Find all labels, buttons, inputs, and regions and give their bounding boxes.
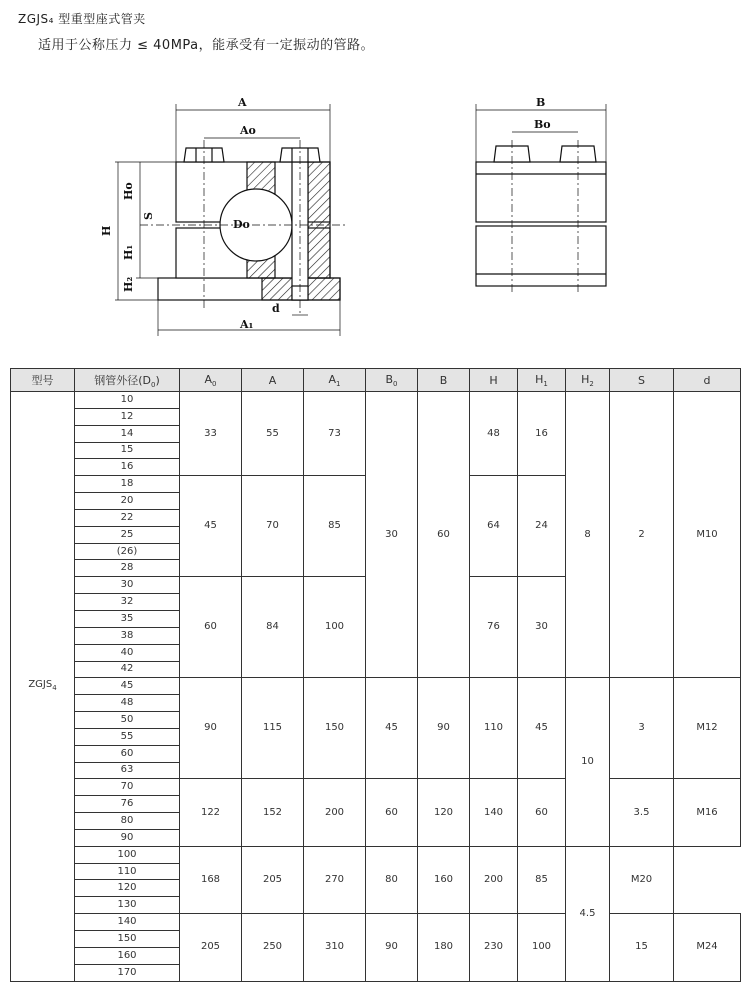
od-cell: 10 [75, 392, 180, 409]
od-cell: 45 [75, 678, 180, 695]
od-cell: 15 [75, 442, 180, 459]
a-cell: 115 [242, 678, 304, 779]
od-cell: 28 [75, 560, 180, 577]
a0-cell: 122 [180, 779, 242, 846]
od-cell: 20 [75, 493, 180, 510]
od-cell: 55 [75, 728, 180, 745]
od-cell: 100 [75, 846, 180, 863]
od-cell: 32 [75, 594, 180, 611]
clamp-drawing [0, 60, 750, 360]
header-a: A [242, 369, 304, 392]
od-cell: 150 [75, 931, 180, 948]
a-cell: 205 [242, 846, 304, 913]
label-bo: Bo [534, 118, 551, 131]
od-cell: 110 [75, 863, 180, 880]
h1-cell: 45 [518, 678, 566, 779]
label-h: H [100, 225, 113, 236]
side-view [476, 104, 606, 292]
b0-cell: 80 [366, 846, 418, 913]
od-cell: 40 [75, 644, 180, 661]
od-cell: 90 [75, 829, 180, 846]
table-row [11, 914, 741, 931]
od-cell: 140 [75, 914, 180, 931]
h1-cell: 30 [518, 577, 566, 678]
a1-cell: 270 [304, 846, 366, 913]
a0-cell: 205 [180, 914, 242, 981]
od-cell: 35 [75, 610, 180, 627]
od-cell: 60 [75, 745, 180, 762]
header-b0: $B_0$ [366, 369, 418, 392]
a1-cell: 200 [304, 779, 366, 846]
label-do: Do [233, 218, 250, 231]
a0-cell: 60 [180, 577, 242, 678]
od-cell: 16 [75, 459, 180, 476]
label-h1: H₁ [122, 244, 135, 260]
a1-cell: 310 [304, 914, 366, 981]
b-cell: 120 [418, 779, 470, 846]
header-b: B [418, 369, 470, 392]
h1-cell: 100 [518, 914, 566, 981]
header-h: H [470, 369, 518, 392]
h1-cell: 60 [518, 779, 566, 846]
d-cell: M20 [610, 846, 674, 913]
label-a1: A₁ [240, 318, 254, 331]
h-cell: 48 [470, 392, 518, 476]
d-cell: M12 [674, 678, 741, 779]
od-cell: 48 [75, 695, 180, 712]
header-s: S [610, 369, 674, 392]
a-cell: 152 [242, 779, 304, 846]
h-cell: 76 [470, 577, 518, 678]
d-cell: M10 [674, 392, 741, 678]
a1-cell: 85 [304, 476, 366, 577]
spec-table [10, 368, 741, 982]
table-row [11, 678, 741, 695]
od-cell: 12 [75, 408, 180, 425]
header-h2: $H_2$ [566, 369, 610, 392]
h-cell: 64 [470, 476, 518, 577]
b-cell: 90 [418, 678, 470, 779]
h1-cell: 24 [518, 476, 566, 577]
b-cell: 180 [418, 914, 470, 981]
h-cell: 230 [470, 914, 518, 981]
b-cell: 160 [418, 846, 470, 913]
h1-cell: 16 [518, 392, 566, 476]
table-row [11, 846, 741, 863]
s-cell: 2 [610, 392, 674, 678]
label-d: d [272, 302, 280, 315]
od-cell: 80 [75, 813, 180, 830]
page-subtitle: 适用于公称压力 ≤ 40MPa，能承受有一定振动的管路。 [38, 38, 375, 53]
od-cell: 63 [75, 762, 180, 779]
b0-cell: 60 [366, 779, 418, 846]
h-cell: 110 [470, 678, 518, 779]
od-cell: 76 [75, 796, 180, 813]
header-model: 型号 [11, 369, 75, 392]
h-cell: 200 [470, 846, 518, 913]
od-cell: 30 [75, 577, 180, 594]
h2-cell: 10 [566, 678, 610, 846]
a0-cell: 45 [180, 476, 242, 577]
a-cell: 250 [242, 914, 304, 981]
b0-cell: 90 [366, 914, 418, 981]
header-h1: $H_1$ [518, 369, 566, 392]
od-cell: 14 [75, 425, 180, 442]
h2-cell: 15 [610, 914, 674, 981]
h-cell: 140 [470, 779, 518, 846]
b-cell: 60 [418, 392, 470, 678]
label-ao: Ao [240, 124, 256, 137]
od-cell: 25 [75, 526, 180, 543]
od-cell: 38 [75, 627, 180, 644]
header-od: 钢管外径$(D_0)$ [75, 369, 180, 392]
a0-cell: 168 [180, 846, 242, 913]
h2-cell: 8 [566, 392, 610, 678]
d-cell: M16 [674, 779, 741, 846]
od-cell: (26) [75, 543, 180, 560]
od-cell: 42 [75, 661, 180, 678]
od-cell: 22 [75, 509, 180, 526]
od-cell: 120 [75, 880, 180, 897]
s-cell: 3.5 [610, 779, 674, 846]
label-ho: Ho [122, 182, 135, 200]
table-row [11, 392, 741, 409]
od-cell: 70 [75, 779, 180, 796]
header-d: d [674, 369, 741, 392]
s-cell: 3 [610, 678, 674, 779]
header-a0: $A_0$ [180, 369, 242, 392]
header-row [11, 369, 741, 392]
label-a: A [238, 96, 247, 109]
header-a1: $A_1$ [304, 369, 366, 392]
a1-cell: 150 [304, 678, 366, 779]
a-cell: 70 [242, 476, 304, 577]
a1-cell: 100 [304, 577, 366, 678]
label-h2: H₂ [122, 276, 135, 292]
label-s: S [142, 212, 155, 220]
s-cell: 4.5 [566, 846, 610, 981]
od-cell: 160 [75, 947, 180, 964]
page-title: ZGJS₄ 型重型座式管夹 [18, 12, 146, 26]
od-cell: 170 [75, 964, 180, 981]
a-cell: 55 [242, 392, 304, 476]
table-row [11, 779, 741, 796]
a0-cell: 90 [180, 678, 242, 779]
model-cell: $ZGJS_4$ [11, 392, 75, 982]
a1-cell: 73 [304, 392, 366, 476]
od-cell: 18 [75, 476, 180, 493]
h1-cell: 85 [518, 846, 566, 913]
b0-cell: 30 [366, 392, 418, 678]
b0-cell: 45 [366, 678, 418, 779]
a-cell: 84 [242, 577, 304, 678]
label-b: B [536, 96, 546, 109]
od-cell: 50 [75, 712, 180, 729]
a0-cell: 33 [180, 392, 242, 476]
d-cell: M24 [674, 914, 741, 981]
od-cell: 130 [75, 897, 180, 914]
